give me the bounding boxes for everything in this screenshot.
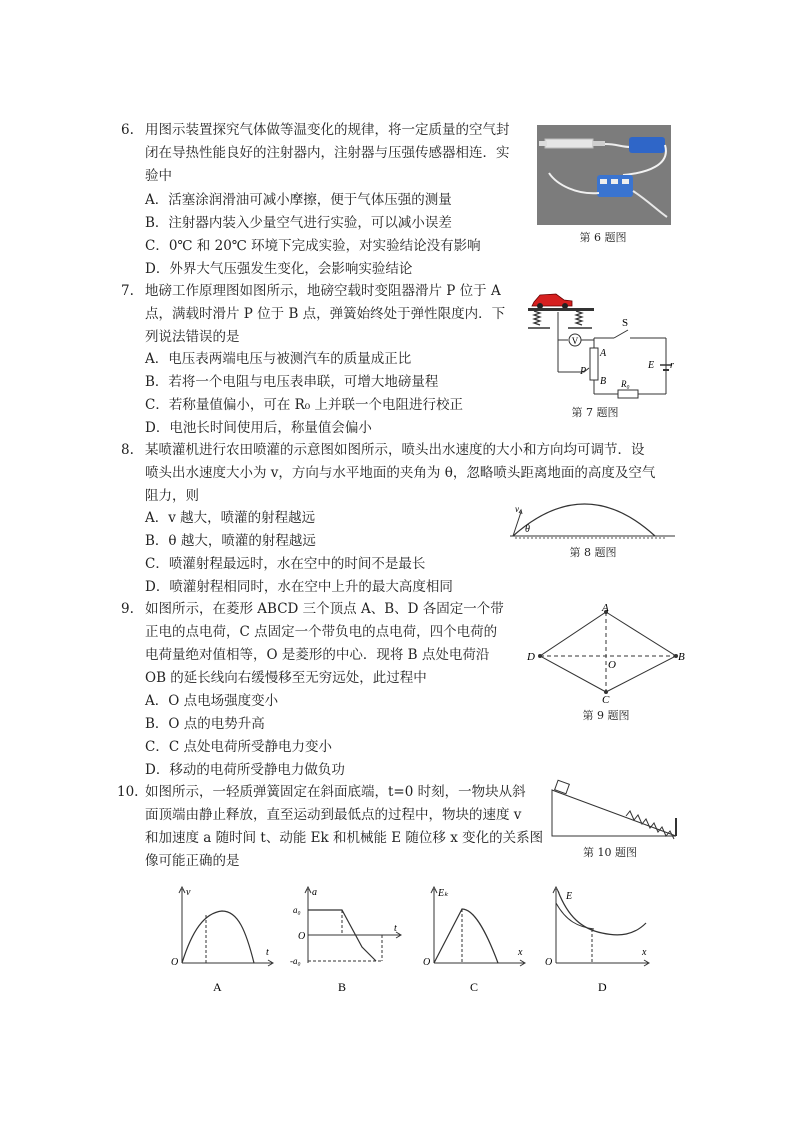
vertex-a-label: A — [602, 602, 609, 614]
option-d: D．喷灌射程相同时，水在空中上升的最大高度相同 — [145, 579, 453, 595]
y-axis-label: a — [312, 887, 317, 898]
car-icon — [532, 294, 572, 309]
sprinkler-trajectory-diagram — [505, 500, 680, 542]
question-number: 9. — [121, 601, 134, 617]
emf-label: E — [648, 360, 655, 371]
option-d: D．外界大气压强发生变化，会影响实验结论 — [145, 261, 413, 277]
graph-c — [420, 883, 530, 993]
point-a-label: A — [600, 348, 607, 359]
question-stem: 某喷灌机进行农田喷灌的示意图如图所示，喷头出水速度的大小和方向均可调节．设 喷头出水速度大小为 v，方向与水平地面的夹角为 θ，忽略喷头距离地面的高度及空气 阻力，则 — [145, 442, 656, 504]
question-9 — [121, 598, 521, 690]
origin-label: O — [545, 957, 553, 968]
option-b: B．注射器内装入少量空气进行实验，可以减小误差 — [145, 215, 452, 231]
x-axis-label: x — [518, 947, 523, 958]
question-7 — [121, 280, 521, 349]
option-d: D．移动的电荷所受静电力做负功 — [145, 762, 345, 778]
question-10 — [117, 781, 557, 873]
trajectory — [513, 504, 655, 536]
graph-letter: B — [338, 980, 347, 994]
origin-label: O — [298, 931, 306, 942]
question-number: 10. — [117, 784, 139, 800]
figure-caption: 第 7 题图 — [571, 406, 619, 419]
question-number: 7. — [121, 283, 134, 299]
rhombus-charges-diagram — [522, 602, 692, 706]
vertex-b-label: B — [678, 651, 685, 663]
question-number: 6. — [121, 122, 134, 138]
velocity-label: v — [515, 504, 519, 514]
graph-letter: D — [598, 980, 607, 994]
figure-caption: 第 9 题图 — [582, 709, 630, 722]
question-stem: 用图示装置探究气体做等温变化的规律，将一定质量的空气封 闭在导热性能良好的注射器内，注射器与压强传感器相连．实 验中 — [145, 122, 510, 184]
y-axis-label: Eₖ — [438, 888, 449, 899]
question-stem: 如图所示，在菱形 ABCD 三个顶点 A、B、D 各固定一个带 正电的点电荷，C 点固定一个带负电的点电荷，四个电荷的 电荷量绝对值相等，O 是菱形的中心．现将 B 点处电荷沿 OB 的延长线向右缓慢移至无穷远处，此过程中 — [145, 601, 504, 686]
spring — [626, 811, 674, 839]
weighbridge-circuit-diagram — [520, 290, 680, 405]
option-a: A．O 点电场强度变小 — [145, 693, 279, 709]
right-spring — [576, 311, 582, 325]
rhombus — [540, 612, 676, 692]
figure-caption: 第 6 题图 — [579, 231, 627, 244]
option-b: B．若将一个电阻与电压表串联，可增大地磅量程 — [145, 374, 439, 390]
origin-label: O — [171, 957, 179, 968]
option-c: C．C 点处电荷所受静电力变小 — [145, 739, 332, 755]
vertex-d-label: D — [527, 651, 535, 663]
option-c: C．喷灌射程最远时，水在空中的时间不是最长 — [145, 556, 426, 572]
question-stem: 如图所示，一轻质弹簧固定在斜面底端，t=0 时刻，一物块从斜 面顶端由静止释放，直至运动到最低点的过程中，物块的速度 v 和加速度 a 随时间 t、动能 Ek 和机械能 E 随位移 x 变化的关系图 像可能正确的是 — [145, 784, 544, 869]
voltmeter-label: V — [571, 336, 579, 346]
left-spring — [534, 311, 540, 325]
graph-letter: A — [213, 980, 222, 994]
question-6 — [121, 119, 541, 188]
option-c: C．若称量值偏小，可在 R₀ 上并联一个电阻进行校正 — [145, 397, 463, 413]
syringe-sensor-photo — [537, 125, 671, 225]
tick-positive-label: a₀ — [293, 905, 301, 915]
x-axis-label: x — [642, 947, 647, 958]
graph-b — [290, 883, 405, 993]
option-c: C．0℃ 和 20℃ 环境下完成实验，对实验结论没有影响 — [145, 238, 481, 254]
center-o-label: O — [608, 659, 616, 671]
option-b: B．θ 越大，喷灌的射程越远 — [145, 533, 316, 549]
question-number: 8. — [121, 442, 134, 458]
option-b: B．O 点的电势升高 — [145, 716, 265, 732]
internal-resistance-label: r — [670, 360, 674, 371]
origin-label: O — [423, 957, 431, 968]
point-b-label: B — [600, 376, 607, 387]
figure-caption: 第 8 题图 — [569, 546, 617, 559]
slider-p-label: P — [580, 366, 587, 377]
question-8 — [121, 439, 681, 508]
option-a: A．电压表两端电压与被测汽车的质量成正比 — [145, 351, 412, 367]
switch-s — [614, 330, 628, 338]
option-a: A．v 越大，喷灌的射程越远 — [145, 510, 316, 526]
option-d: D．电池长时间使用后，称量值会偏小 — [145, 420, 372, 436]
y-axis-label: E — [566, 891, 573, 902]
r0-label: R₀ — [621, 379, 630, 389]
graph-a — [168, 883, 278, 993]
y-axis-label: v — [186, 887, 191, 898]
v-t-curve — [182, 911, 254, 963]
question-stem: 地磅工作原理图如图所示，地磅空载时变阻器滑片 P 位于 A 点，满载时滑片 P 位于 B 点，弹簧始终处于弹性限度内．下 列说法错误的是 — [145, 283, 506, 345]
x-axis-label: t — [266, 947, 269, 958]
platform — [528, 308, 594, 311]
ek-x-curve — [434, 909, 498, 963]
option-a: A．活塞涂润滑油可减小摩擦，便于气体压强的测量 — [145, 192, 452, 208]
tick-negative-label: -a₀ — [290, 956, 301, 966]
vertex-c-label: C — [602, 694, 610, 706]
figure-caption: 第 10 题图 — [583, 846, 637, 859]
graph-d — [542, 883, 654, 993]
rheostat — [590, 348, 598, 380]
angle-label: θ — [525, 524, 530, 535]
x-axis-label: t — [394, 923, 397, 934]
apparatus-illustration — [537, 125, 671, 225]
switch-label: S — [622, 317, 629, 329]
incline-spring-diagram — [548, 778, 680, 842]
resistor-r0 — [618, 390, 638, 398]
graph-letter: C — [470, 980, 479, 994]
